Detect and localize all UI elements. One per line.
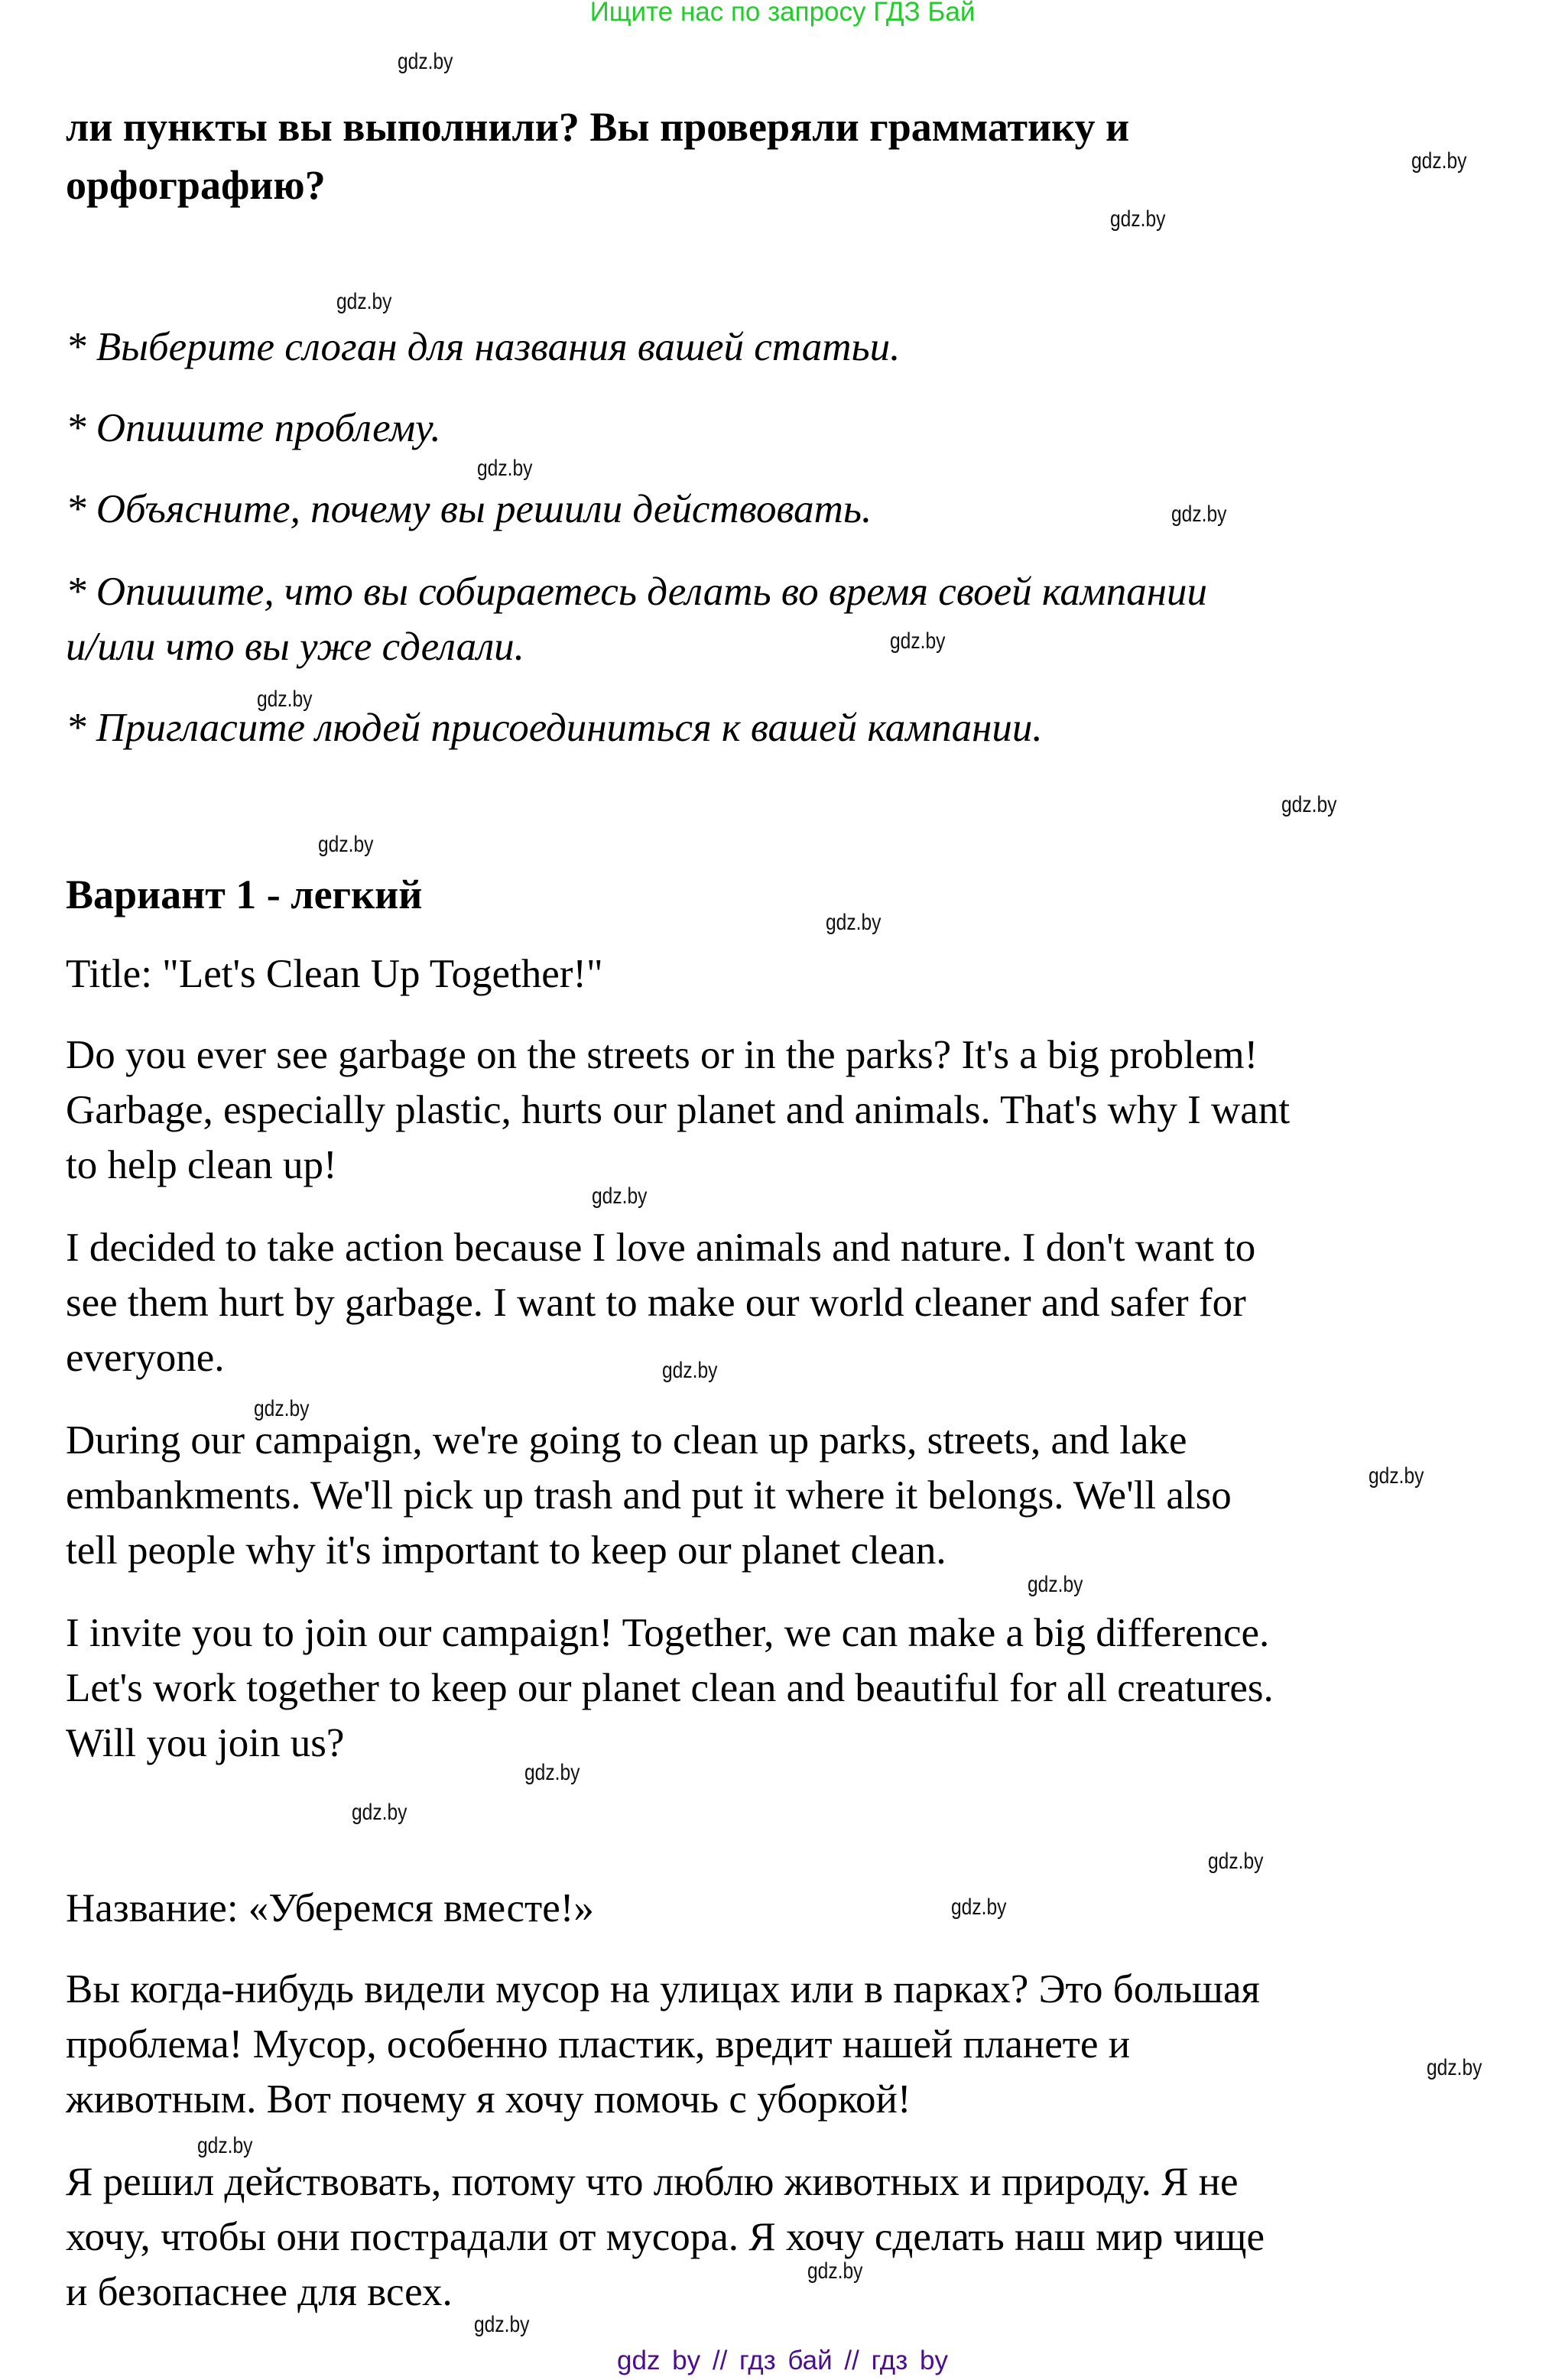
- top-banner: Ищите нас по запросу ГДЗ Бай: [589, 0, 976, 27]
- watermark: gdz.by: [318, 832, 374, 857]
- en-paragraph-line: Let's work together to keep our planet clean and beautiful for all creatures.: [66, 1666, 1274, 1710]
- watermark: gdz.by: [1110, 206, 1166, 232]
- ru-paragraph-line: проблема! Мусор, особенно пластик, вредит нашей планете и: [66, 2022, 1131, 2067]
- watermark: gdz.by: [352, 1800, 407, 1825]
- watermark: gdz.by: [1369, 1463, 1424, 1489]
- en-paragraph-line: embankments. We'll pick up trash and put it where it belongs. We'll also: [66, 1473, 1232, 1518]
- watermark: gdz.by: [592, 1184, 648, 1209]
- watermark: gdz.by: [477, 456, 533, 481]
- watermark: gdz.by: [951, 1895, 1007, 1920]
- watermark: gdz.by: [1028, 1572, 1083, 1597]
- intro-line: ли пункты вы выполнили? Вы проверяли грамматику и: [66, 104, 1130, 150]
- watermark: gdz.by: [474, 2312, 530, 2337]
- watermark: gdz.by: [890, 628, 946, 654]
- en-paragraph-line: Garbage, especially plastic, hurts our planet and animals. That's why I want: [66, 1088, 1291, 1132]
- watermark: gdz.by: [1281, 792, 1337, 817]
- watermark: gdz.by: [1171, 502, 1227, 527]
- ru-paragraph-line: и безопаснее для всех.: [66, 2270, 453, 2314]
- checklist-item: * Пригласите людей присоединиться к вашей кампании.: [66, 706, 1043, 750]
- bottom-banner: gdz by // гдз бай // гдз by: [617, 2346, 948, 2375]
- en-paragraph-line: I invite you to join our campaign! Together, we can make a big difference.: [66, 1611, 1270, 1655]
- en-paragraph-line: see them hurt by garbage. I want to make our world cleaner and safer for: [66, 1281, 1246, 1325]
- en-paragraph-line: to help clean up!: [66, 1143, 337, 1187]
- watermark: gdz.by: [1411, 148, 1467, 174]
- watermark: gdz.by: [336, 289, 392, 314]
- en-paragraph-line: tell people why it's important to keep our planet clean.: [66, 1528, 946, 1573]
- en-paragraph-line: Will you join us?: [66, 1721, 345, 1765]
- en-paragraph-line: I decided to take action because I love animals and nature. I don't want to: [66, 1226, 1256, 1270]
- variant-heading: Вариант 1 - легкий: [66, 872, 423, 917]
- ru-paragraph-line: Вы когда-нибудь видели мусор на улицах или в парках? Это большая: [66, 1967, 1260, 2011]
- ru-paragraph-line: Я решил действовать, потому что люблю животных и природу. Я не: [66, 2160, 1239, 2204]
- watermark: gdz.by: [826, 910, 882, 935]
- checklist-item: * Опишите проблему.: [66, 406, 441, 450]
- watermark: gdz.by: [807, 2258, 863, 2284]
- ru-paragraph-line: животным. Вот почему я хочу помочь с уборкой!: [66, 2077, 911, 2122]
- watermark: gdz.by: [197, 2133, 253, 2158]
- en-paragraph-line: everyone.: [66, 1336, 225, 1380]
- watermark: gdz.by: [662, 1358, 718, 1383]
- watermark: gdz.by: [398, 49, 453, 74]
- watermark: gdz.by: [1208, 1849, 1264, 1874]
- watermark: gdz.by: [524, 1760, 580, 1785]
- intro-line: орфографию?: [66, 162, 326, 208]
- checklist-item: и/или что вы уже сделали.: [66, 625, 524, 669]
- checklist-item: * Опишите, что вы собираетесь делать во время своей кампании: [66, 570, 1208, 614]
- watermark: gdz.by: [257, 687, 313, 712]
- watermark: gdz.by: [1427, 2055, 1482, 2080]
- en-paragraph-line: Do you ever see garbage on the streets or in the parks? It's a big problem!: [66, 1033, 1258, 1077]
- title-ru: Название: «Уберемся вместе!»: [66, 1886, 594, 1930]
- checklist-item: * Объясните, почему вы решили действовать.: [66, 487, 872, 531]
- watermark: gdz.by: [254, 1396, 310, 1421]
- checklist-item: * Выберите слоган для названия вашей статьи.: [66, 325, 901, 369]
- en-paragraph-line: During our campaign, we're going to clean up parks, streets, and lake: [66, 1418, 1187, 1463]
- title-en: Title: "Let's Clean Up Together!": [66, 952, 603, 996]
- ru-paragraph-line: хочу, чтобы они пострадали от мусора. Я хочу сделать наш мир чище: [66, 2215, 1265, 2259]
